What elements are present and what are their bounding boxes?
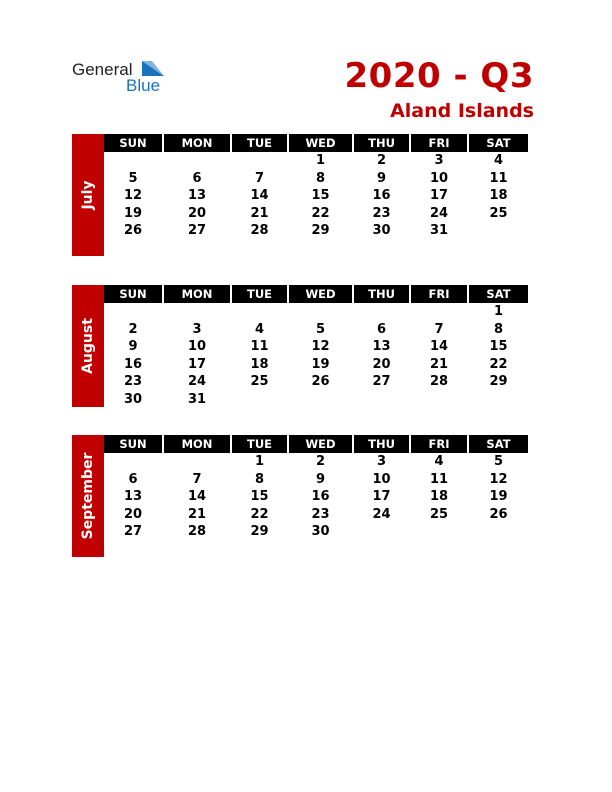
month-label-bar	[72, 435, 104, 557]
day-cell: 26	[311, 374, 330, 389]
day-cell	[232, 152, 287, 170]
day-cell	[164, 453, 230, 471]
day-cell: 20	[187, 205, 207, 221]
day-cell: 16	[311, 489, 330, 504]
day-cell: 8	[315, 170, 326, 186]
day-cell: 25	[489, 205, 508, 221]
day-cell: 22	[489, 356, 508, 372]
week-row	[104, 205, 540, 223]
month-grid	[104, 134, 540, 240]
day-cell: 2	[376, 153, 387, 168]
day-cell	[104, 152, 162, 170]
generalblue-logo	[72, 58, 172, 98]
week-row	[104, 152, 540, 170]
month-label-bar	[72, 134, 104, 256]
day-cell: 9	[376, 170, 387, 186]
weekday-sun: SUN	[104, 285, 162, 303]
day-cell: 11	[489, 170, 508, 186]
week-row	[104, 373, 540, 391]
weekday-fri: FRI	[411, 285, 467, 303]
day-cell: 21	[250, 205, 269, 221]
day-cell: 1	[493, 304, 504, 319]
logo-flag-icon	[142, 61, 164, 77]
day-cell	[354, 391, 409, 409]
week-row	[104, 303, 540, 321]
day-cell: 19	[489, 489, 508, 504]
week-row	[104, 391, 540, 409]
week-row	[104, 356, 540, 374]
weekday-wed: WED	[289, 134, 352, 152]
weekday-thu: THU	[354, 435, 409, 453]
day-cell: 21	[187, 506, 207, 522]
weekday-tue: TUE	[232, 435, 287, 453]
day-cell: 1	[254, 454, 265, 469]
day-cell: 15	[489, 339, 508, 354]
day-cell: 12	[311, 339, 330, 354]
day-cell: 7	[434, 321, 444, 337]
day-cell	[164, 303, 230, 321]
week-row	[104, 488, 540, 506]
day-cell: 9	[315, 471, 326, 487]
month-name: September	[80, 452, 96, 540]
week-row	[104, 453, 540, 471]
day-cell: 16	[372, 188, 391, 203]
day-cell	[289, 391, 352, 409]
week-row	[104, 523, 540, 541]
weekday-mon: MON	[164, 285, 230, 303]
logo-text-blue: Blue	[126, 76, 161, 95]
day-cell: 27	[123, 524, 143, 539]
day-cell: 22	[250, 506, 269, 522]
day-cell: 14	[250, 188, 269, 203]
day-cell: 4	[254, 321, 265, 337]
day-cell: 27	[372, 374, 391, 389]
month-name: July	[80, 180, 96, 210]
day-cell	[232, 303, 287, 321]
page-title: 2020 - Q3	[344, 56, 534, 96]
day-cell: 13	[123, 489, 143, 504]
day-cell: 11	[429, 471, 449, 487]
day-cell: 18	[489, 188, 508, 203]
day-cell: 3	[434, 153, 444, 168]
weekday-mon: MON	[164, 134, 230, 152]
day-cell: 2	[128, 321, 138, 337]
day-cell: 10	[187, 339, 207, 354]
day-cell	[354, 523, 409, 541]
day-cell	[411, 303, 467, 321]
day-cell	[289, 303, 352, 321]
weekday-wed: WED	[289, 435, 352, 453]
day-cell: 27	[187, 223, 207, 238]
page-subtitle: Aland Islands	[390, 100, 534, 122]
weekday-sat: SAT	[469, 285, 528, 303]
day-cell: 12	[123, 188, 143, 203]
weekday-wed: WED	[289, 285, 352, 303]
month-block-july	[72, 134, 540, 256]
day-cell: 8	[493, 321, 504, 337]
week-row	[104, 338, 540, 356]
weekday-header	[104, 435, 540, 453]
day-cell: 15	[311, 188, 330, 203]
week-row	[104, 222, 540, 240]
day-cell: 30	[372, 223, 391, 238]
day-cell: 23	[372, 205, 391, 221]
day-cell: 10	[372, 471, 391, 487]
week-row	[104, 506, 540, 524]
day-cell: 6	[128, 471, 138, 487]
weekday-sun: SUN	[104, 134, 162, 152]
day-cell: 5	[493, 454, 504, 469]
day-cell: 25	[429, 506, 449, 522]
day-cell: 6	[376, 321, 387, 337]
day-cell: 10	[429, 170, 449, 186]
month-grid	[104, 435, 540, 541]
weekday-thu: THU	[354, 134, 409, 152]
day-cell: 24	[372, 506, 391, 522]
day-cell	[164, 152, 230, 170]
weekday-sat: SAT	[469, 435, 528, 453]
day-cell	[354, 303, 409, 321]
day-cell: 28	[187, 524, 207, 539]
day-cell	[469, 523, 528, 541]
month-name: August	[80, 318, 96, 374]
weekday-tue: TUE	[232, 285, 287, 303]
weekday-thu: THU	[354, 285, 409, 303]
month-block-august	[72, 285, 540, 424]
day-cell	[411, 391, 467, 409]
day-cell: 24	[187, 374, 207, 389]
day-cell: 9	[128, 339, 138, 354]
week-row	[104, 187, 540, 205]
day-cell: 8	[254, 471, 265, 487]
day-cell: 1	[315, 153, 326, 168]
day-cell: 29	[311, 223, 330, 238]
day-cell: 25	[250, 374, 269, 389]
month-grid	[104, 285, 540, 408]
day-cell: 3	[192, 321, 202, 337]
day-cell	[411, 523, 467, 541]
month-block-september	[72, 435, 540, 557]
day-cell: 20	[123, 506, 143, 522]
day-cell	[104, 303, 162, 321]
day-cell: 18	[429, 489, 449, 504]
day-cell: 31	[187, 391, 207, 407]
day-cell: 15	[250, 489, 269, 504]
day-cell: 30	[311, 524, 330, 539]
day-cell: 19	[123, 205, 143, 221]
day-cell: 28	[429, 374, 449, 389]
day-cell: 29	[250, 524, 269, 539]
week-row	[104, 321, 540, 339]
day-cell	[232, 391, 287, 409]
day-cell: 21	[429, 356, 449, 372]
weekday-sun: SUN	[104, 435, 162, 453]
day-cell: 26	[489, 506, 508, 522]
day-cell: 3	[376, 454, 387, 469]
day-cell: 26	[123, 223, 143, 238]
day-cell: 29	[489, 374, 508, 389]
day-cell: 11	[250, 339, 269, 354]
day-cell: 5	[315, 321, 326, 337]
day-cell	[469, 222, 528, 240]
weekday-fri: FRI	[411, 435, 467, 453]
day-cell: 17	[187, 356, 207, 372]
day-cell: 5	[128, 170, 138, 186]
day-cell: 20	[372, 356, 391, 372]
weekday-header	[104, 285, 540, 303]
weekday-fri: FRI	[411, 134, 467, 152]
day-cell: 18	[250, 356, 269, 372]
day-cell: 19	[311, 356, 330, 372]
weekday-mon: MON	[164, 435, 230, 453]
day-cell: 4	[434, 454, 444, 469]
day-cell: 14	[429, 339, 449, 354]
day-cell	[469, 391, 528, 409]
day-cell: 24	[429, 205, 449, 221]
weekday-tue: TUE	[232, 134, 287, 152]
day-cell: 6	[192, 170, 202, 186]
weekday-sat: SAT	[469, 134, 528, 152]
week-row	[104, 170, 540, 188]
day-cell: 30	[123, 391, 143, 407]
day-cell: 13	[372, 339, 391, 354]
day-cell: 14	[187, 489, 207, 504]
day-cell: 13	[187, 188, 207, 203]
day-cell: 28	[250, 223, 269, 238]
day-cell: 23	[311, 506, 330, 522]
weekday-header	[104, 134, 540, 152]
logo-text-general: General	[72, 60, 133, 79]
day-cell: 23	[123, 374, 143, 389]
day-cell: 7	[254, 170, 265, 186]
day-cell: 7	[192, 471, 202, 487]
day-cell: 17	[372, 489, 391, 504]
day-cell: 17	[429, 188, 449, 203]
day-cell: 12	[489, 471, 508, 487]
month-label-bar	[72, 285, 104, 407]
day-cell: 16	[123, 356, 143, 372]
day-cell: 2	[315, 454, 326, 469]
day-cell	[104, 453, 162, 471]
day-cell: 22	[311, 205, 330, 221]
day-cell: 31	[429, 223, 449, 238]
week-row	[104, 471, 540, 489]
day-cell: 4	[493, 153, 504, 168]
